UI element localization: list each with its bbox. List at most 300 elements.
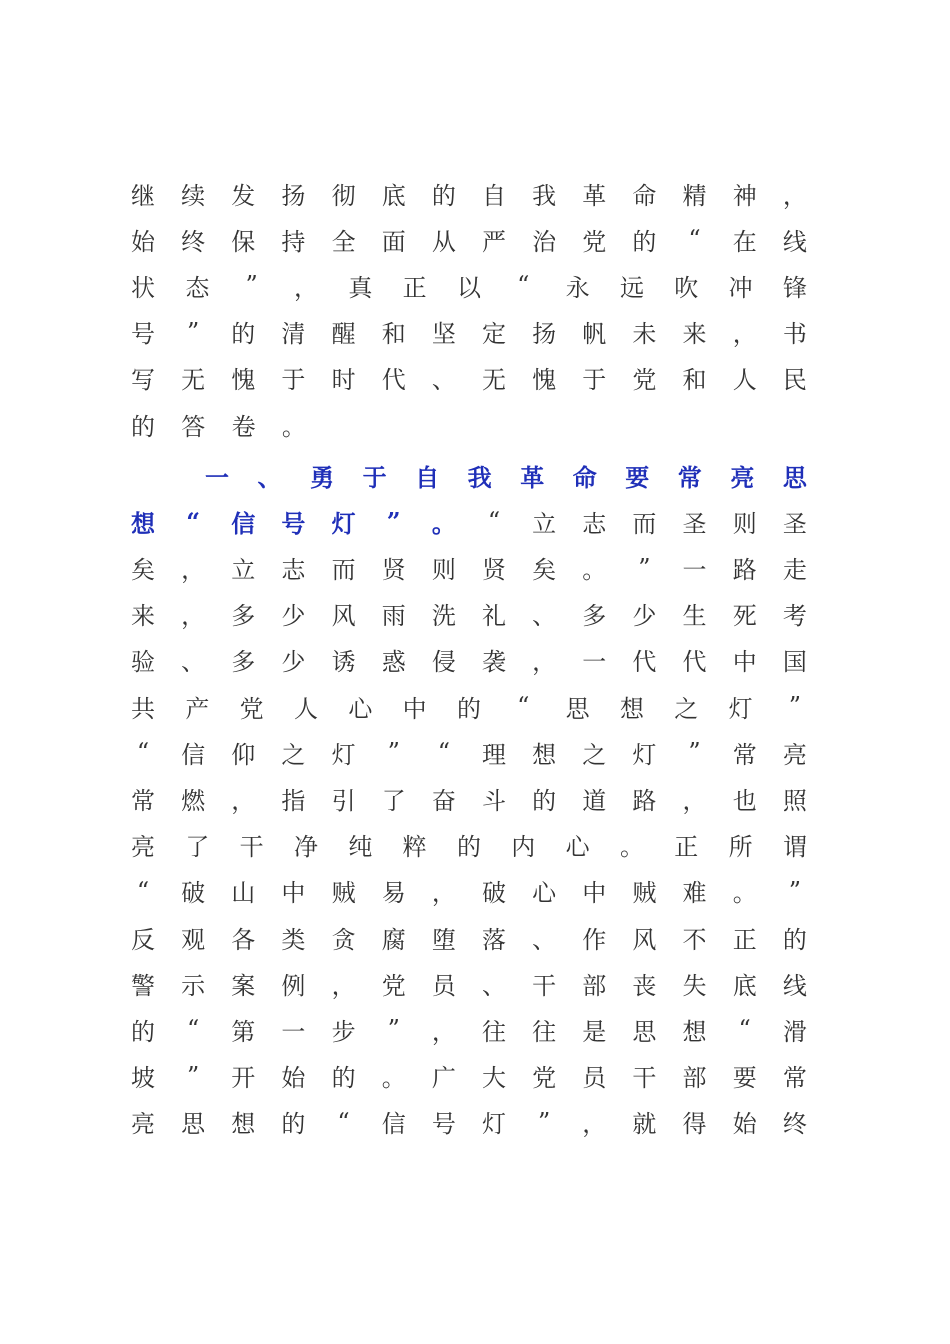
text-char: ， <box>181 556 206 585</box>
text-line <box>131 729 807 775</box>
text-char: 想 <box>619 694 644 723</box>
text-char: 发 <box>231 181 256 210</box>
text-char: 无 <box>181 366 206 395</box>
text-char: 也 <box>732 787 757 816</box>
text-char: 继 <box>131 181 155 210</box>
text-char: 远 <box>619 273 644 302</box>
text-char: 在 <box>732 227 757 256</box>
text-char: 中 <box>281 879 306 908</box>
text-char: 、 <box>532 925 557 954</box>
text-line <box>131 637 807 683</box>
text-char: 人 <box>293 694 318 723</box>
text-char: 和 <box>381 320 406 349</box>
text-char: 广 <box>431 1064 456 1093</box>
text-char: 思 <box>565 694 590 723</box>
text-char: ， <box>181 602 206 631</box>
text-char: 党 <box>632 366 657 395</box>
text-char: 观 <box>181 925 206 954</box>
text-line <box>131 1053 807 1099</box>
text-char: 全 <box>331 227 356 256</box>
text-char: 共 <box>131 694 155 723</box>
text-line <box>131 683 807 729</box>
text-char: ” <box>788 876 801 905</box>
text-char: 亮 <box>782 740 807 769</box>
text-line <box>131 545 807 591</box>
text-char: 作 <box>582 925 607 954</box>
text-char: 多 <box>582 602 607 631</box>
text-char: 净 <box>293 833 318 862</box>
text-char: 治 <box>532 227 557 256</box>
text-char: 粹 <box>402 833 427 862</box>
text-char: 贼 <box>632 879 657 908</box>
text-char: 的 <box>532 787 557 816</box>
text-char: 矣 <box>532 556 557 585</box>
text-char: 。 <box>582 556 607 585</box>
heading-char: 常 <box>677 462 702 492</box>
text-char: 失 <box>682 971 707 1000</box>
text-char: 产 <box>185 694 210 723</box>
text-char: 来 <box>682 320 707 349</box>
text-line <box>131 775 807 821</box>
text-char: “ <box>136 738 150 767</box>
text-char: 心 <box>565 833 590 862</box>
text-char: “ <box>136 876 150 905</box>
text-char: 开 <box>231 1064 256 1093</box>
text-char: 真 <box>348 273 373 302</box>
text-char: 警 <box>131 971 155 1000</box>
text-char: 保 <box>231 227 256 256</box>
text-char: 时 <box>331 366 356 395</box>
text-char: 。 <box>732 879 757 908</box>
text-char: 帆 <box>582 320 607 349</box>
text-char: 党 <box>532 1064 557 1093</box>
text-char: 革 <box>582 181 607 210</box>
text-char: 无 <box>481 366 506 395</box>
text-char: 谓 <box>782 833 807 862</box>
text-char: 我 <box>532 181 557 210</box>
text-char: 第 <box>231 1017 256 1046</box>
text-char: “ <box>738 1015 751 1044</box>
text-char: 面 <box>381 227 406 256</box>
text-char: 常 <box>782 1064 807 1093</box>
text-char: 。 <box>619 833 644 862</box>
text-char: 志 <box>281 556 306 585</box>
text-char: 灯 <box>481 1110 506 1139</box>
text-char: 永 <box>565 273 590 302</box>
text-char: 彻 <box>331 181 356 210</box>
text-char: 党 <box>381 971 406 1000</box>
text-char: ” <box>788 692 802 721</box>
text-char: 心 <box>532 879 557 908</box>
text-char: 立 <box>231 556 256 585</box>
body-text <box>131 170 807 1145</box>
text-char: 答 <box>181 412 206 441</box>
text-char: 难 <box>682 879 707 908</box>
text-char: 坚 <box>431 320 456 349</box>
text-char: 号 <box>431 1110 456 1139</box>
text-char: 贤 <box>381 556 406 585</box>
text-char: 丧 <box>632 971 657 1000</box>
text-char: 、 <box>481 971 506 1000</box>
text-char: 风 <box>632 925 657 954</box>
text-char: 和 <box>682 366 707 395</box>
text-char: 神 <box>732 181 757 210</box>
text-char: 常 <box>131 787 155 816</box>
text-char: 来 <box>131 602 155 631</box>
text-char: 。 <box>381 1064 406 1093</box>
text-char: 之 <box>674 694 699 723</box>
text-char: 状 <box>131 273 155 302</box>
text-char: 得 <box>682 1110 707 1139</box>
text-char: 、 <box>431 366 456 395</box>
text-line <box>131 309 807 355</box>
text-char: “ <box>517 271 530 300</box>
text-char: 类 <box>281 925 306 954</box>
text-char: 雨 <box>381 602 406 631</box>
text-char: 燃 <box>181 787 206 816</box>
text-char: 态 <box>185 273 210 302</box>
text-char: 部 <box>682 1064 707 1093</box>
text-char: 引 <box>331 787 356 816</box>
text-char: ” <box>638 553 651 582</box>
text-char: 圣 <box>782 509 807 538</box>
text-char: 亮 <box>131 1110 155 1139</box>
text-char: 诱 <box>331 648 356 677</box>
text-char: 愧 <box>231 366 256 395</box>
text-char: 始 <box>131 227 155 256</box>
text-char: “ <box>437 738 450 767</box>
heading-char: 信 <box>231 508 256 538</box>
text-char: “ <box>688 225 701 254</box>
text-char: 反 <box>131 925 155 954</box>
text-char: 大 <box>481 1064 506 1093</box>
text-char: 的 <box>431 181 456 210</box>
text-char: 线 <box>782 971 807 1000</box>
heading-char: 。 <box>431 508 456 538</box>
text-char: 底 <box>381 181 406 210</box>
text-line <box>131 914 807 960</box>
text-char: ， <box>582 1110 607 1139</box>
text-char: 袭 <box>481 648 506 677</box>
text-char: “ <box>337 1107 350 1136</box>
text-char: 往 <box>481 1017 506 1046</box>
text-char: 示 <box>181 971 206 1000</box>
text-char: 而 <box>331 556 356 585</box>
text-char: 斗 <box>481 787 506 816</box>
text-char: 精 <box>682 181 707 210</box>
text-char: 多 <box>231 648 256 677</box>
text-char: ， <box>732 320 757 349</box>
text-char: 礼 <box>481 602 506 631</box>
text-char: 则 <box>732 509 757 538</box>
text-char: ” <box>537 1107 551 1136</box>
text-char: 锋 <box>782 273 807 302</box>
text-char: 党 <box>582 227 607 256</box>
text-line <box>131 822 807 868</box>
text-char: ” <box>387 738 400 767</box>
text-char: 纯 <box>348 833 373 862</box>
text-char: ， <box>293 273 318 302</box>
text-char: ， <box>782 181 807 210</box>
text-char: 终 <box>782 1110 807 1139</box>
text-char: 国 <box>782 648 807 677</box>
text-char: 仰 <box>231 740 256 769</box>
text-char: 扬 <box>532 320 557 349</box>
text-char: 落 <box>481 925 506 954</box>
text-char: 中 <box>582 879 607 908</box>
heading-char: 亮 <box>730 462 755 492</box>
text-char: 滑 <box>782 1017 807 1046</box>
text-char: 线 <box>782 227 807 256</box>
text-char: 民 <box>782 366 807 395</box>
text-char: 正 <box>674 833 699 862</box>
heading-char: 我 <box>467 462 492 492</box>
text-char: 吹 <box>674 273 699 302</box>
text-char: 破 <box>181 879 206 908</box>
text-char: 代 <box>381 366 406 395</box>
text-char: 底 <box>732 971 757 1000</box>
text-char: 之 <box>582 740 607 769</box>
text-char: 醒 <box>331 320 356 349</box>
text-char: 照 <box>782 787 807 816</box>
text-char: 于 <box>281 366 306 395</box>
text-char: 例 <box>281 971 306 1000</box>
text-char: 走 <box>782 556 807 585</box>
text-line <box>131 960 807 1006</box>
text-char: 内 <box>511 833 536 862</box>
text-char: 贼 <box>331 879 356 908</box>
text-char: 死 <box>732 602 757 631</box>
text-char: 正 <box>732 925 757 954</box>
text-char: 贤 <box>481 556 506 585</box>
text-char: 各 <box>231 925 256 954</box>
text-char: 于 <box>582 366 607 395</box>
text-char: ， <box>231 787 256 816</box>
text-char: 矣 <box>131 556 155 585</box>
text-char: 而 <box>632 509 657 538</box>
text-char: 步 <box>331 1017 356 1046</box>
text-char: 要 <box>732 1064 757 1093</box>
text-char: 灯 <box>632 740 657 769</box>
text-char: 奋 <box>431 787 456 816</box>
text-char: 始 <box>732 1110 757 1139</box>
heading-char: 革 <box>520 462 545 492</box>
text-char: 从 <box>431 227 456 256</box>
heading-char: 命 <box>572 462 597 492</box>
heading-char: ” <box>386 506 401 536</box>
text-char: 理 <box>481 740 506 769</box>
text-char: 山 <box>231 879 256 908</box>
text-char: 破 <box>481 879 506 908</box>
text-line <box>131 355 807 401</box>
heading-char: 勇 <box>310 462 335 492</box>
text-char: 志 <box>582 509 607 538</box>
text-char: ， <box>331 971 356 1000</box>
text-char: 书 <box>782 320 807 349</box>
text-char: 干 <box>632 1064 657 1093</box>
text-char: 、 <box>181 648 206 677</box>
text-char: 号 <box>131 320 155 349</box>
text-char: 一 <box>582 648 607 677</box>
heading-char: “ <box>186 506 201 536</box>
text-line <box>131 498 807 544</box>
text-char: 员 <box>431 971 456 1000</box>
text-char: 想 <box>532 740 557 769</box>
text-char: 的 <box>782 925 807 954</box>
text-char: 卷 <box>231 412 256 441</box>
text-char: ” <box>187 317 200 346</box>
text-char: 中 <box>732 648 757 677</box>
text-line <box>131 1099 807 1145</box>
text-char: 未 <box>632 320 657 349</box>
text-char: 圣 <box>682 509 707 538</box>
text-char: 员 <box>582 1064 607 1093</box>
text-char: 的 <box>231 320 256 349</box>
text-char: 代 <box>682 648 707 677</box>
text-char: 常 <box>732 740 757 769</box>
text-char: ， <box>431 1017 456 1046</box>
text-char: 腐 <box>381 925 406 954</box>
text-char: ” <box>387 1015 400 1044</box>
text-line <box>131 170 807 216</box>
text-char: 生 <box>682 602 707 631</box>
text-char: 所 <box>728 833 753 862</box>
text-char: ” <box>245 271 258 300</box>
text-char: 中 <box>402 694 427 723</box>
text-char: 立 <box>532 509 557 538</box>
text-char: 灯 <box>728 694 753 723</box>
text-char: 侵 <box>431 648 456 677</box>
text-char: 命 <box>632 181 657 210</box>
text-char: 不 <box>682 925 707 954</box>
text-char: “ <box>517 692 530 721</box>
text-char: ” <box>688 738 701 767</box>
text-char: 写 <box>131 366 155 395</box>
text-line <box>131 401 807 447</box>
text-char: 的 <box>331 1064 356 1093</box>
text-char: 以 <box>456 273 481 302</box>
text-char: 易 <box>381 879 406 908</box>
text-char: 了 <box>185 833 210 862</box>
text-char: 干 <box>532 971 557 1000</box>
text-char: 指 <box>281 787 306 816</box>
heading-char: 一 <box>205 462 229 492</box>
text-char: 坡 <box>131 1064 155 1093</box>
text-char: 代 <box>632 648 657 677</box>
text-char: ， <box>431 879 456 908</box>
text-char: 洗 <box>431 602 456 631</box>
text-char: 心 <box>348 694 373 723</box>
text-char: 清 <box>281 320 306 349</box>
text-char: 路 <box>732 556 757 585</box>
text-char: 自 <box>481 181 506 210</box>
text-char: 贪 <box>331 925 356 954</box>
text-char: 了 <box>381 787 406 816</box>
text-char: 信 <box>381 1110 406 1139</box>
text-char: 一 <box>682 556 707 585</box>
text-char: 思 <box>632 1017 657 1046</box>
text-char: 终 <box>181 227 206 256</box>
text-char: 正 <box>402 273 427 302</box>
text-line <box>131 1006 807 1052</box>
heading-char: 于 <box>362 462 387 492</box>
text-char: 多 <box>231 602 256 631</box>
text-char: 就 <box>632 1110 657 1139</box>
heading-char: 号 <box>281 508 306 538</box>
heading-char: 灯 <box>331 508 356 538</box>
text-char: 人 <box>732 366 757 395</box>
text-char: 验 <box>131 648 155 677</box>
text-char: 堕 <box>431 925 456 954</box>
text-char: 。 <box>281 412 306 441</box>
text-char: “ <box>487 507 501 536</box>
heading-char: 自 <box>415 462 440 492</box>
text-char: 之 <box>281 740 306 769</box>
heading-char: 思 <box>782 462 807 492</box>
text-line <box>131 216 807 262</box>
text-char: 的 <box>131 412 155 441</box>
text-char: 惑 <box>381 648 406 677</box>
text-line <box>131 452 807 498</box>
text-line <box>131 262 807 308</box>
text-line <box>131 591 807 637</box>
text-char: 往 <box>532 1017 557 1046</box>
text-char: 案 <box>231 971 256 1000</box>
text-char: 冲 <box>728 273 753 302</box>
text-char: 亮 <box>131 833 155 862</box>
text-char: “ <box>187 1015 200 1044</box>
text-char: ， <box>682 787 707 816</box>
text-char: 路 <box>632 787 657 816</box>
text-char: 的 <box>456 833 481 862</box>
text-line <box>131 868 807 914</box>
text-char: 、 <box>532 602 557 631</box>
text-char: 始 <box>281 1064 306 1093</box>
text-char: 部 <box>582 971 607 1000</box>
text-char: 的 <box>131 1017 155 1046</box>
text-char: 道 <box>582 787 607 816</box>
text-char: ， <box>532 648 557 677</box>
text-char: 思 <box>181 1110 206 1139</box>
text-char: 愧 <box>532 366 557 395</box>
text-char: 少 <box>281 648 306 677</box>
text-char: 信 <box>181 740 206 769</box>
text-char: 续 <box>181 181 206 210</box>
text-char: 想 <box>231 1110 256 1139</box>
text-char: 风 <box>331 602 356 631</box>
text-char: 扬 <box>281 181 306 210</box>
heading-char: 要 <box>625 462 650 492</box>
text-char: 一 <box>281 1017 306 1046</box>
text-char: 的 <box>632 227 657 256</box>
text-char: 是 <box>582 1017 607 1046</box>
text-char: 的 <box>456 694 481 723</box>
heading-char: 、 <box>257 462 282 492</box>
text-char: 持 <box>281 227 306 256</box>
text-char: ” <box>187 1061 200 1090</box>
text-char: 想 <box>682 1017 707 1046</box>
text-char: 少 <box>632 602 657 631</box>
text-char: 考 <box>782 602 807 631</box>
text-char: 严 <box>481 227 506 256</box>
text-char: 则 <box>431 556 456 585</box>
text-char: 的 <box>281 1110 306 1139</box>
text-char: 干 <box>239 833 264 862</box>
text-char: 灯 <box>331 740 356 769</box>
text-char: 少 <box>281 602 306 631</box>
heading-char: 想 <box>131 508 155 538</box>
text-char: 党 <box>239 694 264 723</box>
